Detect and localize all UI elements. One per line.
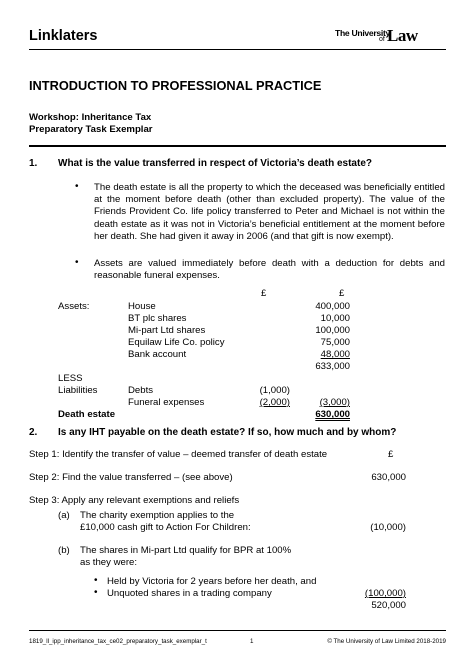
step-1-column-head: £ <box>388 449 394 460</box>
asset-value: 75,000 <box>320 337 350 348</box>
footer-page-number: 1 <box>250 638 254 645</box>
item-b-value: (100,000) <box>364 588 406 599</box>
liability-value: (2,000) <box>259 397 290 408</box>
step-1: Step 1: Identify the transfer of value – deemed transfer of death estate <box>29 449 328 460</box>
item-b-line2: as they were: <box>80 557 138 568</box>
title-rule <box>29 145 446 147</box>
item-a-line2: £10,000 cash gift to Action For Children: <box>80 522 251 533</box>
asset-name: Bank account <box>128 349 187 360</box>
item-b-bullet1: Held by Victoria for 2 years before her death, and <box>107 576 317 587</box>
q1-bullet-valuation: Assets are valued immediately before death with a deduction for debts and reasonable funeral expenses. <box>94 258 445 282</box>
logo-line-top: The University <box>335 28 391 38</box>
liabilities-total: (3,000) <box>319 397 350 408</box>
asset-name: Equilaw Life Co. policy <box>128 337 225 348</box>
asset-value: 400,000 <box>315 301 350 312</box>
death-estate-value: 630,000 <box>315 409 350 420</box>
q1-number: 1. <box>29 158 38 169</box>
column-head-pounds: £ <box>261 288 267 299</box>
asset-name: BT plc shares <box>128 313 187 324</box>
bullet-icon: • <box>94 575 98 586</box>
q1-question: What is the value transferred in respect of Victoria’s death estate? <box>58 158 372 169</box>
footer-filename: 1819_ll_ipp_inheritance_tax_ce02_preparatory_task_exemplar_t <box>29 638 207 645</box>
step-2-value: 630,000 <box>371 472 406 483</box>
footer-copyright: © The University of Law Limited 2018-2019 <box>327 638 446 645</box>
q1-bullet-death-estate: The death estate is all the property to which the deceased was beneficially entitled at the moment before death (other than excluded property). The value of the Friends Provident Co. life policy transferred to Peter and Michael is not within the death estate as it was not in Victoria’s beneficial entitlement at the moment before her death. She had given it away in 2006 (and that gift is now exempt). <box>94 182 445 242</box>
page-title: INTRODUCTION TO PROFESSIONAL PRACTICE <box>29 78 322 93</box>
q2-number: 2. <box>29 427 38 438</box>
asset-value: 10,000 <box>320 313 350 324</box>
less-label: LESS <box>58 373 83 384</box>
assets-label: Assets: <box>58 301 90 312</box>
item-b-label: (b) <box>58 545 70 556</box>
linklaters-logo: Linklaters <box>29 28 98 44</box>
university-of-law-logo <box>335 26 447 46</box>
death-estate-label: Death estate <box>58 409 116 420</box>
item-b-bullet2: Unquoted shares in a trading company <box>107 588 272 599</box>
subtitle-exemplar: Preparatory Task Exemplar <box>29 124 153 135</box>
subtotal-value: 520,000 <box>371 600 406 611</box>
item-b-line1: The shares in Mi-part Ltd qualify for BPR at 100% <box>80 545 292 556</box>
liability-value: (1,000) <box>259 385 290 396</box>
footer-rule <box>29 630 446 631</box>
column-head-pounds: £ <box>339 288 345 299</box>
step-2: Step 2: Find the value transferred – (see above) <box>29 472 233 483</box>
asset-name: Mi-part Ltd shares <box>128 325 206 336</box>
liability-name: Funeral expenses <box>128 397 205 408</box>
asset-name: House <box>128 301 156 312</box>
bullet-icon: • <box>75 257 79 268</box>
subtitle-workshop: Workshop: Inheritance Tax <box>29 112 152 123</box>
asset-value: 48,000 <box>320 349 350 360</box>
header-rule <box>29 49 446 50</box>
step-3: Step 3: Apply any relevant exemptions and reliefs <box>29 495 240 506</box>
q2-question: Is any IHT payable on the death estate? If so, how much and by whom? <box>58 427 397 438</box>
item-a-line1: The charity exemption applies to the <box>80 510 235 521</box>
logo-line-of: of <box>379 36 385 43</box>
item-a-label: (a) <box>58 510 70 521</box>
assets-total: 633,000 <box>315 361 350 372</box>
logo-line-law: Law <box>387 26 418 45</box>
liabilities-label: Liabilities <box>58 385 98 396</box>
asset-value: 100,000 <box>315 325 350 336</box>
item-a-value: (10,000) <box>370 522 406 533</box>
bullet-icon: • <box>94 587 98 598</box>
liability-name: Debts <box>128 385 154 396</box>
bullet-icon: • <box>75 181 79 192</box>
